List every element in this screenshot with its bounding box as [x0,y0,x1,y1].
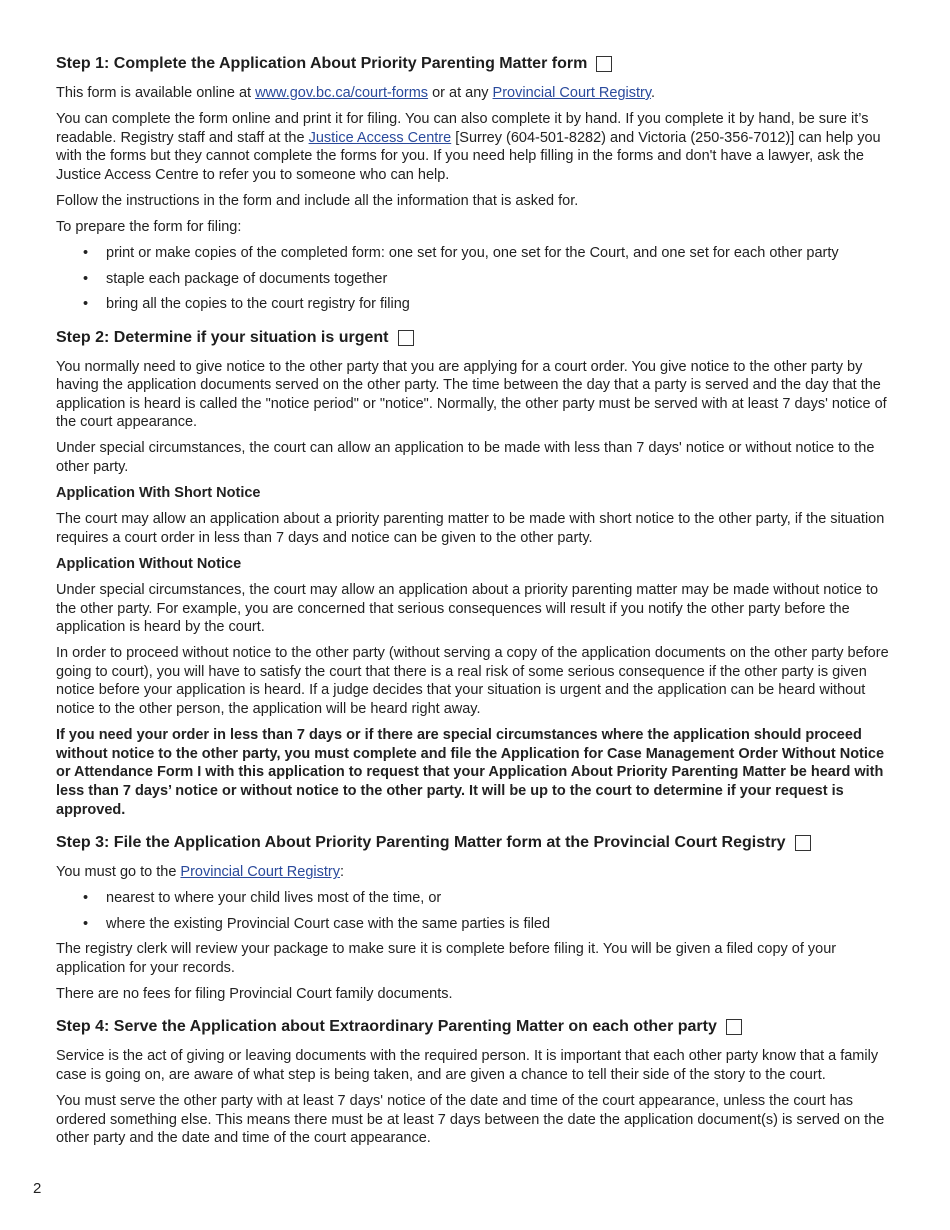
step-1-section [56,54,898,314]
provincial-court-registry-link[interactable]: Provincial Court Registry [492,85,652,101]
justice-access-centre-link[interactable]: Justice Access Centre [308,129,452,146]
step-2-section [56,328,898,820]
step-3-checkbox[interactable] [795,835,811,851]
without-notice-paragraph-1: Under special circumstances, the court may allow an application about a priority parenting matter may be made without notice to the other party. For example, you are concerned that serious consequences will result if you notify the other party before the application is heard by the court. [56,581,879,636]
step-1-bullet-list [56,244,898,313]
list-item: • where the existing Provincial Court case with the same parties is filed [56,915,898,934]
list-item: • nearest to where your child lives most of the time, or [56,889,898,908]
step-2-notice-paragraph: You normally need to give notice to the other party that you are applying for a court order. You give notice to the other party by having the application documents served on the other party. The time between the day that a party is served and the day that the application is heard is called the "notice period" or "notice". Normally, the other party must be served with at least 7 days' notice of the court appearance. [56,358,887,431]
text-fragment: or at any [428,85,493,101]
step-4-checkbox[interactable] [726,1019,742,1035]
provincial-court-registry-link[interactable]: Provincial Court Registry [180,864,340,881]
text-fragment: . [651,85,656,101]
step-3-fees-paragraph: There are no fees for filing Provincial Court family documents. [56,985,453,1002]
step-4-section [56,1017,898,1147]
text-fragment: This form is available online at [56,85,256,101]
page-number: 2 [33,1180,42,1197]
step-3-heading-text: Step 3: File the Application About Priority Parenting Matter form at the Provincial Court Registry [56,834,786,852]
step-4-notice-paragraph: You must serve the other party with at least 7 days' notice of the date and time of the court appearance, unless the court has ordered something else. This means there must be at least 7 days between the date the application document(s) is served on the other party and the date and time of the court appearance. [56,1092,885,1147]
court-forms-link[interactable]: www.gov.bc.ca/court-forms [255,85,429,101]
without-notice-subheading: Application Without Notice [56,555,242,572]
text-fragment: You can complete the form online and print it for filing. You can also complete it by hand. If you complete it by hand, be sure it’s readable. Registry staff and staff at the [56,111,869,146]
step-3-bullet-list [56,889,898,933]
step-1-prepare-paragraph: To prepare the form for filing: [56,219,242,236]
step-1-completion-paragraph [56,110,898,184]
without-notice-paragraph-2: In order to proceed without notice to the other party (without serving a copy of the application documents on the other party before going to court), you will have to satisfy the court that there is a real risk of some serious consequence if the other party is given notice before your application is heard. If a judge decides that your situation is urgent and the application can be heard without notice to the other person, the application will be heard right away. [56,645,889,718]
step-2-checkbox[interactable] [398,330,414,346]
step-2-special-circumstances-paragraph: Under special circumstances, the court can allow an application to be made with less than 7 days' notice or without notice to the other party. [56,440,875,475]
step-1-heading-text: Step 1: Complete the Application About Priority Parenting Matter form [56,55,588,72]
step-2-heading-text: Step 2: Determine if your situation is urgent [56,328,389,346]
step-2-heading [56,328,898,348]
step-3-heading [56,833,898,853]
without-notice-bold-paragraph: If you need your order in less than 7 days or if there are special circumstances where the application should proceed without notice to the other party, you must complete and file the Application for Case Management Order Without Notice or Attendance Form I with this application to request that your Application About Priority Parenting Matter be heard with less than 7 days’ notice or without notice to the other party. It will be up to the court to determine if your request is approved. [56,727,885,818]
short-notice-subheading: Application With Short Notice [56,485,261,502]
step-1-heading [56,54,898,74]
step-3-review-paragraph: The registry clerk will review your package to make sure it is complete before filing it. You will be given a filed copy of your application for your records. [56,940,837,976]
short-notice-paragraph: The court may allow an application about a priority parenting matter to be made with short notice to the other party, if the situation requires a court order in less than 7 days and notice can be given to the other party. [56,511,885,546]
step-1-checkbox[interactable] [596,56,612,72]
step-3-section [56,833,898,1003]
list-item: • bring all the copies to the court registry for filing [56,295,898,314]
text-fragment: [Surrey (604-501-8282) and Victoria (250-356-7012)] can help you with the forms but they cannot complete the forms for you. If you need help filling in the forms and don't have a lawyer, ask the Justice Access Centre to refer you to someone who can help. [56,129,881,183]
list-item: • print or make copies of the completed form: one set for you, one set for the Court, and one set for each other party [56,244,898,263]
step-4-heading [56,1017,898,1037]
step-1-instructions-paragraph: Follow the instructions in the form and include all the information that is asked for. [56,192,579,209]
step-4-heading-text: Step 4: Serve the Application about Extraordinary Parenting Matter on each other party [56,1018,717,1036]
document-page [56,54,898,1155]
list-item: • staple each package of documents together [56,270,898,289]
step-3-registry-paragraph [56,863,898,882]
step-1-availability-paragraph [56,84,898,103]
step-4-service-paragraph: Service is the act of giving or leaving documents with the required person. It is important that each other party know that a family case is going on, are aware of what step is being taken, and are given a chance to tell their side of the story to the court. [56,1048,879,1083]
text-fragment: You must go to the [56,864,181,881]
text-fragment: : [339,864,345,881]
